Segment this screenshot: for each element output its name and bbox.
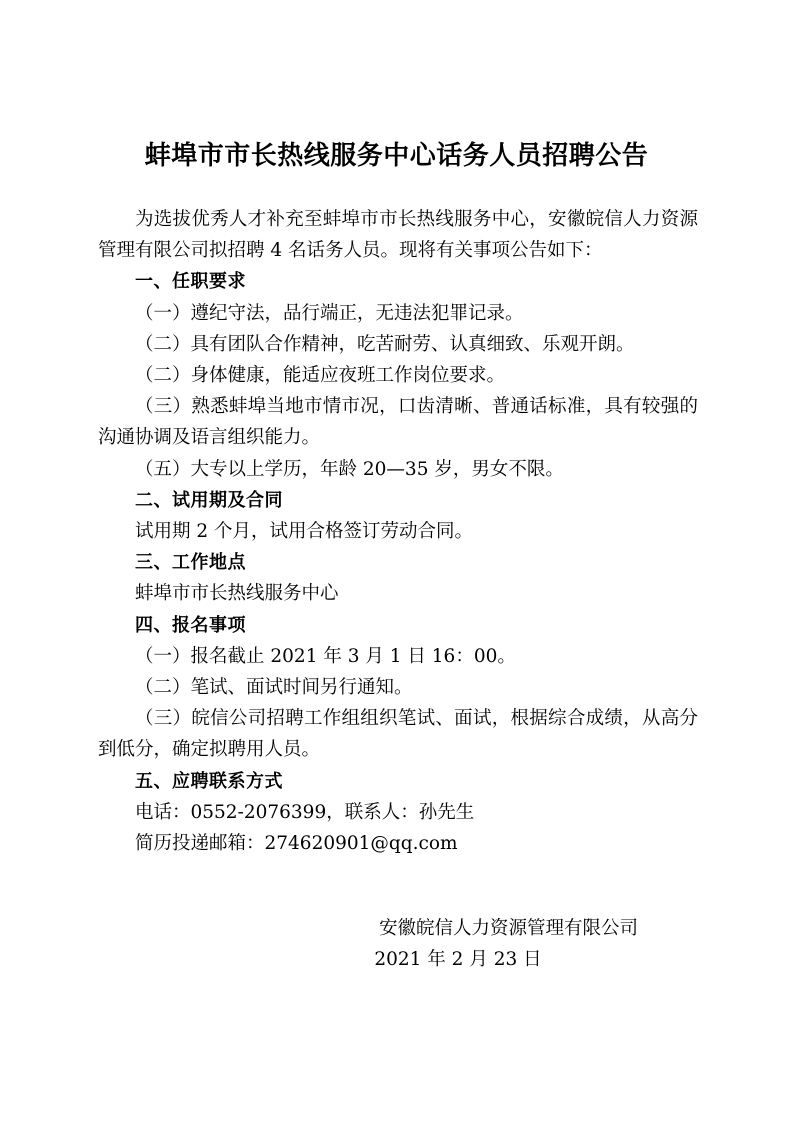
section-heading-registration: 四、报名事项 (135, 614, 246, 636)
registration-item: （三）皖信公司招聘工作组组织笔试、面试，根据综合成绩，从高分到低分，确定拟聘用人员。 (98, 708, 698, 761)
signature-date: 2021 年 2 月 23 日 (374, 949, 542, 970)
registration-item: （一）报名截止 2021 年 3 月 1 日 16：00。 (135, 645, 516, 667)
section-heading-location: 三、工作地点 (135, 552, 246, 574)
requirement-item: （三）熟悉蚌埠当地市情市况，口齿清晰、普通话标准，具有较强的沟通协调及语言组织能力。 (98, 396, 698, 449)
section-heading-requirements: 一、任职要求 (135, 271, 246, 293)
document-body (98, 204, 698, 859)
requirement-item: （五）大专以上学历，年龄 20—35 岁，男女不限。 (135, 458, 564, 480)
contact-email: 简历投递邮箱：274620901@qq.com (135, 833, 458, 855)
signature-organization: 安徽皖信人力资源管理有限公司 (378, 918, 638, 939)
requirement-item: （二）身体健康，能适应夜班工作岗位要求。 (135, 365, 506, 387)
location-text: 蚌埠市市长热线服务中心 (135, 583, 339, 605)
registration-item: （二）笔试、面试时间另行通知。 (135, 677, 413, 699)
contact-phone: 电话：0552-2076399，联系人：孙先生 (135, 801, 475, 823)
section-heading-contact: 五、应聘联系方式 (135, 770, 283, 792)
probation-text: 试用期 2 个月，试用合格签订劳动合同。 (135, 521, 474, 543)
requirement-item: （一）遵纪守法，品行端正，无违法犯罪记录。 (135, 302, 524, 324)
section-heading-probation: 二、试用期及合同 (135, 489, 283, 511)
page-title: 蚌埠市市长热线服务中心话务人员招聘公告 (144, 141, 649, 171)
requirement-item: （二）具有团队合作精神，吃苦耐劳、认真细致、乐观开朗。 (135, 333, 635, 355)
intro-paragraph: 为选拔优秀人才补充至蚌埠市市长热线服务中心，安徽皖信人力资源管理有限公司拟招聘 4 名话务人员。现将有关事项公告如下： (98, 209, 698, 262)
